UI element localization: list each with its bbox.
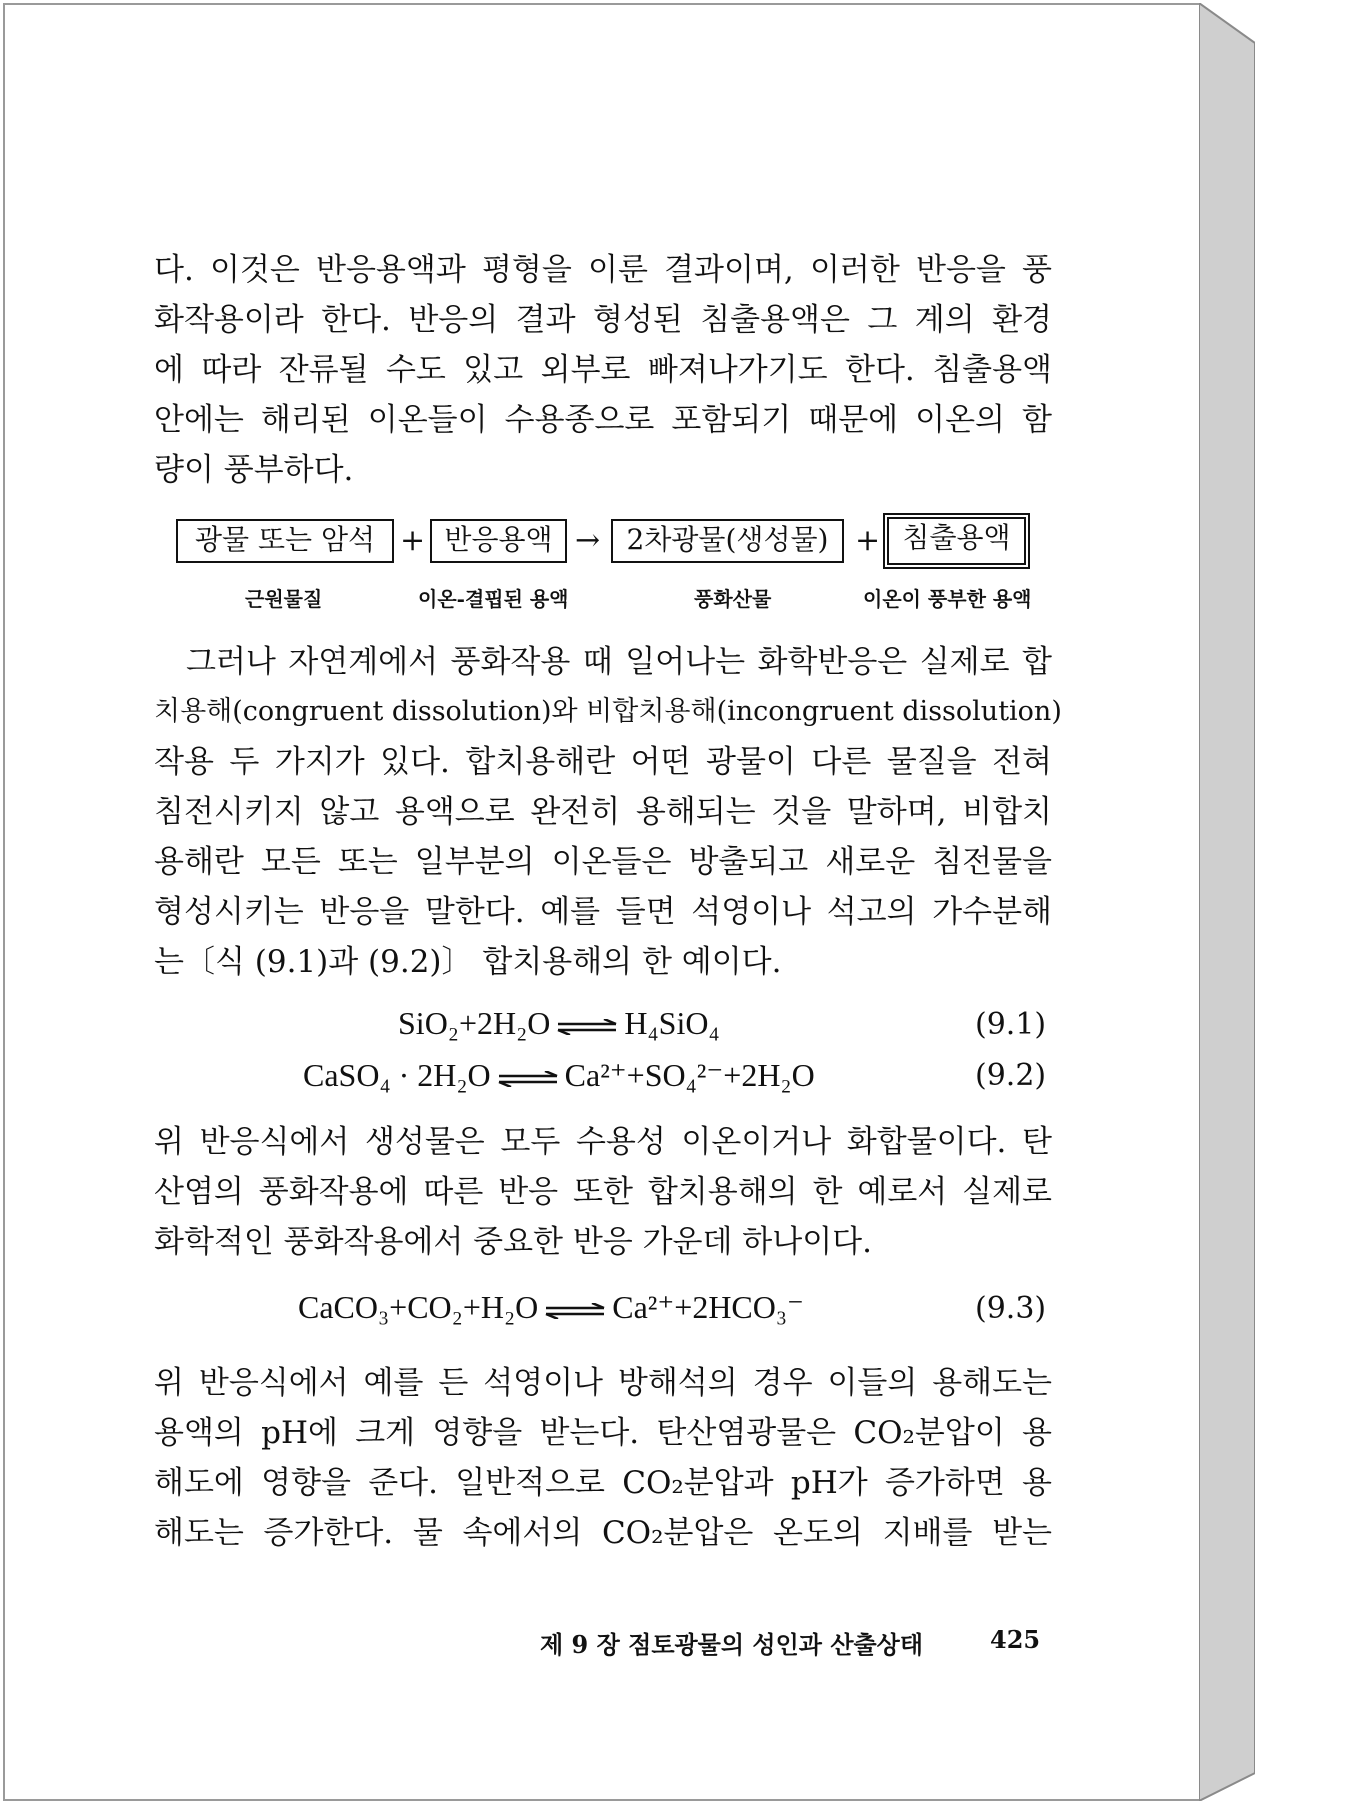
text-line: 에 따라 잔류될 수도 있고 외부로 빠져나가기도 한다. 침출용액 [154, 352, 1052, 388]
equation-lhs: CaCO₃+CO₂+H₂O [298, 1289, 539, 1325]
equilibrium-arrow-icon [556, 1019, 618, 1035]
scheme-box-leachate: 침출용액 [887, 517, 1026, 565]
text-line: 해도에 영향을 준다. 일반적으로 CO₂분압과 pH가 증가하면 용 [154, 1465, 1052, 1501]
paragraph-2 [154, 637, 1062, 987]
page-number: 425 [990, 1625, 1041, 1654]
caption-product: 풍화산물 [694, 587, 772, 611]
equation-lhs: SiO₂+2H₂O [398, 1005, 551, 1041]
caption-depleted: 이온-결핍된 용액 [418, 587, 569, 611]
arrow-icon: → [575, 523, 601, 558]
equilibrium-arrow-icon [544, 1303, 606, 1319]
book-spine [1199, 3, 1255, 1801]
text-line: 침전시키지 않고 용액으로 완전히 용해되는 것을 말하며, 비합치 [154, 794, 1052, 830]
equation-rhs: Ca²⁺+SO₄²⁻+2H₂O [564, 1057, 815, 1093]
equation-number: (9.1) [975, 1007, 1047, 1042]
text-line: 용액의 pH에 크게 영향을 받는다. 탄산염광물은 CO₂분압이 용 [154, 1415, 1052, 1451]
scheme-box-solution: 반응용액 [430, 519, 567, 563]
text-line: 위 반응식에서 생성물은 모두 수용성 이온이거나 화합물이다. 탄 [154, 1124, 1052, 1160]
scheme-box-secondary-mineral: 2차광물(생성물) [611, 519, 844, 563]
equation-9-3 [298, 1288, 804, 1326]
text-line: 그러나 자연계에서 풍화작용 때 일어나는 화학반응은 실제로 합 [186, 644, 1052, 680]
text-line: 산염의 풍화작용에 따른 반응 또한 합치용해의 한 예로서 실제로 [154, 1174, 1052, 1210]
equation-9-1 [398, 1005, 720, 1042]
text-line: 치용해(congruent dissolution)와 비합치용해(incongruent dissolution) [154, 696, 1062, 727]
plus-sign: + [855, 523, 881, 558]
text-line: 위 반응식에서 예를 든 석영이나 방해석의 경우 이들의 용해도는 [154, 1365, 1052, 1401]
paragraph-4 [154, 1358, 1052, 1558]
text-line: 다. 이것은 반응용액과 평형을 이룬 결과이며, 이러한 반응을 풍 [154, 252, 1052, 288]
text-line: 안에는 해리된 이온들이 수용종으로 포함되기 때문에 이온의 함 [154, 402, 1052, 438]
equation-9-2 [303, 1056, 815, 1094]
equation-rhs: Ca²⁺+2HCO₃⁻ [612, 1289, 804, 1325]
text-line: 용해란 모든 또는 일부분의 이온들은 방출되고 새로운 침전물을 [154, 844, 1052, 880]
text-line: 형성시키는 반응을 말한다. 예를 들면 석영이나 석고의 가수분해 [154, 894, 1052, 930]
equilibrium-arrow-icon [497, 1071, 559, 1087]
paragraph-1 [154, 245, 1052, 495]
scheme-box-mineral: 광물 또는 암석 [176, 519, 394, 563]
running-footer: 제 9 장 점토광물의 성인과 산출상태 [540, 1630, 924, 1659]
equation-number: (9.2) [975, 1058, 1047, 1093]
text-line: 량이 풍부하다. [154, 452, 354, 488]
equation-number: (9.3) [975, 1291, 1047, 1326]
text-line: 화작용이라 한다. 반응의 결과 형성된 침출용액은 그 계의 환경 [154, 302, 1052, 338]
text-line: 작용 두 가지가 있다. 합치용해란 어떤 광물이 다른 물질을 전혀 [154, 744, 1052, 780]
caption-source: 근원물질 [245, 587, 323, 611]
text-line: 는〔식 (9.1)과 (9.2)〕 합치용해의 한 예이다. [154, 944, 782, 980]
text-line: 해도는 증가한다. 물 속에서의 CO₂분압은 온도의 지배를 받는 [154, 1515, 1052, 1551]
text-line: 화학적인 풍화작용에서 중요한 반응 가운데 하나이다. [154, 1224, 872, 1260]
plus-sign: + [400, 523, 426, 558]
caption-enriched: 이온이 풍부한 용액 [863, 587, 1032, 611]
equation-lhs: CaSO₄ · 2H₂O [303, 1057, 491, 1093]
equation-rhs: H₄SiO₄ [624, 1005, 720, 1041]
paragraph-3 [154, 1117, 1052, 1267]
